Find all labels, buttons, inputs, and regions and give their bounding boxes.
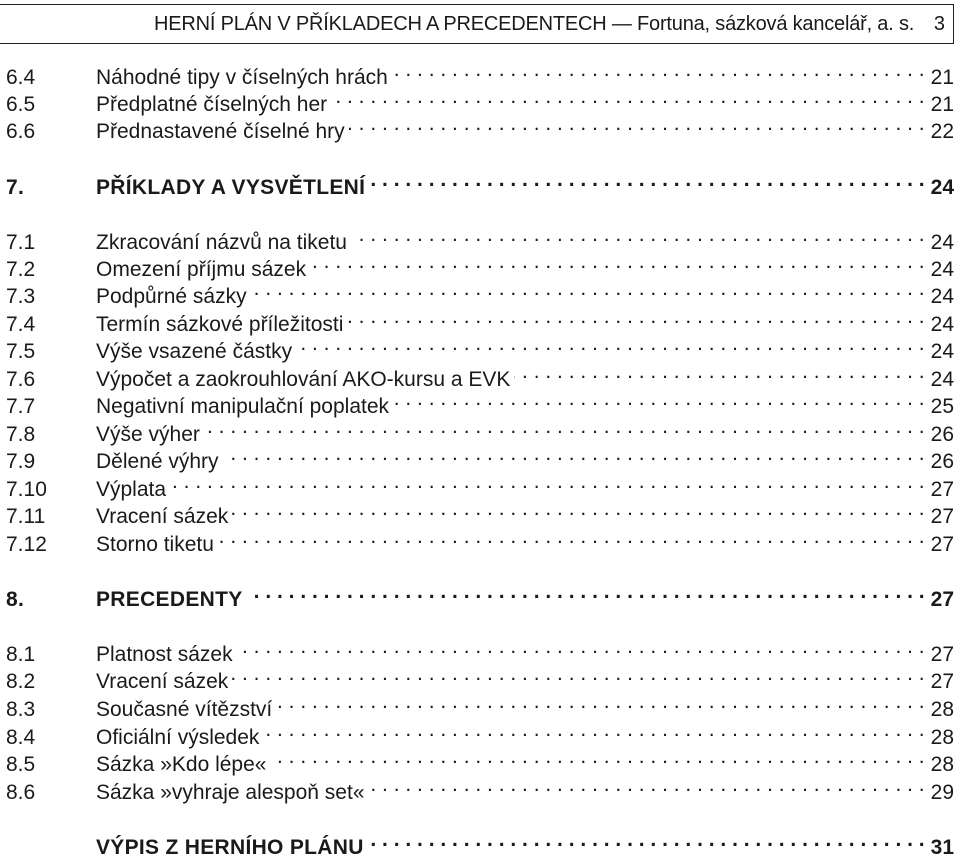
toc-title: Termín sázkové příležitosti (96, 313, 344, 336)
toc-leader-dots (223, 442, 925, 468)
toc-entry[interactable] (0, 415, 954, 446)
toc-leader-dots (349, 112, 925, 138)
toc-page-number: 27 (930, 588, 954, 611)
toc-number: 7.11 (6, 505, 46, 528)
toc-entry[interactable] (0, 690, 954, 721)
toc-title: Vracení sázek (96, 670, 229, 693)
toc-page-number: 21 (930, 93, 954, 116)
toc-number: 7.10 (6, 478, 47, 501)
toc-leader-dots (331, 85, 925, 111)
toc-page-number: 28 (930, 726, 954, 749)
toc-entry[interactable] (0, 277, 954, 308)
toc-leader-dots (351, 223, 925, 249)
toc-title: Přednastavené číselné hry (96, 120, 345, 143)
toc-entry[interactable] (0, 112, 954, 143)
toc-entry[interactable] (0, 745, 954, 776)
toc-title: Dělené výhry (96, 450, 219, 473)
toc-page-number: 27 (930, 505, 954, 528)
toc-leader-dots (251, 277, 925, 303)
toc-leader-dots (310, 250, 925, 276)
toc-page-number: 26 (930, 450, 954, 473)
toc-leader-dots (237, 635, 925, 661)
toc-number: 7.2 (6, 258, 36, 281)
toc-page-number: 24 (930, 368, 954, 391)
toc-page-number: 29 (930, 781, 954, 804)
toc-chapter-entry[interactable] (0, 580, 954, 611)
toc-page-number: 24 (930, 313, 954, 336)
toc-number: 7.3 (6, 285, 36, 308)
toc-number: 7.7 (6, 395, 36, 418)
toc-title: Současné vítězství (96, 698, 273, 721)
toc-number: 8.6 (6, 781, 36, 804)
toc-page-number: 24 (930, 340, 954, 363)
toc-page-number: 27 (930, 643, 954, 666)
toc-leader-dots (204, 415, 925, 441)
toc-page-number: 24 (930, 176, 954, 199)
toc-number: 7.4 (6, 313, 36, 336)
toc-title: VÝPIS Z HERNÍHO PLÁNU (96, 836, 364, 859)
toc-entry[interactable] (0, 332, 954, 363)
toc-title: Zkracování názvů na tiketu (96, 231, 347, 254)
toc-number: 7.9 (6, 450, 36, 473)
toc-number: 7.1 (6, 231, 36, 254)
toc-page-number: 24 (930, 258, 954, 281)
toc-entry[interactable] (0, 525, 954, 556)
toc-entry[interactable] (0, 360, 954, 391)
toc-page-number: 27 (930, 478, 954, 501)
toc-entry[interactable] (0, 387, 954, 418)
page-header (0, 4, 954, 44)
toc-entry[interactable] (0, 662, 954, 693)
toc-page-number: 31 (930, 836, 954, 859)
toc-title: PRECEDENTY (96, 588, 243, 611)
toc-title: Platnost sázek (96, 643, 233, 666)
toc-title: Omezení příjmu sázek (96, 258, 307, 281)
toc-leader-dots (296, 332, 925, 358)
toc-title: Storno tiketu (96, 533, 214, 556)
toc-page-number: 21 (930, 66, 954, 89)
toc-title: Vracení sázek (96, 505, 229, 528)
toc-number: 8.4 (6, 726, 36, 749)
toc-page-number: 27 (930, 670, 954, 693)
toc-title: Výše výher (96, 423, 200, 446)
toc-leader-dots (368, 828, 925, 854)
toc-chapter-entry[interactable] (0, 168, 954, 199)
toc-chapter-entry[interactable] (0, 828, 954, 859)
toc-entry[interactable] (0, 635, 954, 666)
toc-title: Výplata (96, 478, 167, 501)
toc-entry[interactable] (0, 305, 954, 336)
toc-leader-dots (218, 525, 925, 551)
toc-leader-dots (270, 745, 924, 771)
toc-number: 6.4 (6, 66, 36, 89)
toc-title: Výše vsazené částky (96, 340, 293, 363)
toc-entry[interactable] (0, 58, 954, 89)
toc-leader-dots (276, 690, 924, 716)
toc-number: 7.5 (6, 340, 36, 363)
toc-title: Předplatné číselných her (96, 93, 328, 116)
toc-leader-dots (170, 470, 925, 496)
toc-entry[interactable] (0, 223, 954, 254)
toc-leader-dots (263, 718, 924, 744)
toc-entry[interactable] (0, 85, 954, 116)
toc-title: Oficiální výsledek (96, 726, 260, 749)
toc-page-number: 24 (930, 231, 954, 254)
toc-page-number: 27 (930, 533, 954, 556)
toc-entry[interactable] (0, 497, 954, 528)
toc-leader-dots (393, 387, 925, 413)
toc-title: Výpočet a zaokrouhlování AKO-kursu a EVK (96, 368, 511, 391)
toc-number: 8.2 (6, 670, 36, 693)
toc-entry[interactable] (0, 470, 954, 501)
toc-number: 8. (6, 588, 25, 611)
toc-title: Náhodné tipy v číselných hrách (96, 66, 388, 89)
toc-leader-dots (369, 773, 925, 799)
header-page-number: 3 (933, 13, 945, 35)
toc-number: 8.3 (6, 698, 36, 721)
toc-number: 8.1 (6, 643, 36, 666)
toc-title: Podpůrné sázky (96, 285, 247, 308)
toc-title: Sázka »vyhraje alespoň set« (96, 781, 365, 804)
toc-leader-dots (369, 168, 924, 194)
toc-number: 6.6 (6, 120, 36, 143)
toc-page-number: 26 (930, 423, 954, 446)
toc-entry[interactable] (0, 718, 954, 749)
toc-leader-dots (232, 497, 924, 523)
toc-title: Sázka »Kdo lépe« (96, 753, 267, 776)
toc-leader-dots (247, 580, 925, 606)
toc-page-number: 28 (930, 698, 954, 721)
toc-entry[interactable] (0, 250, 954, 281)
header-title: HERNÍ PLÁN V PŘÍKLADECH A PRECEDENTECH — Fortuna, sázková kancelář, a. s. (154, 13, 915, 35)
toc-page-number: 28 (930, 753, 954, 776)
toc-number: 7.12 (6, 533, 47, 556)
toc-number: 7. (6, 176, 25, 199)
toc-number: 8.5 (6, 753, 36, 776)
toc-leader-dots (514, 360, 924, 386)
toc-title: PŘÍKLADY A VYSVĚTLENÍ (96, 176, 366, 199)
toc-number: 7.6 (6, 368, 36, 391)
toc-leader-dots (392, 58, 925, 84)
toc-entry[interactable] (0, 773, 954, 804)
toc-title: Negativní manipulační poplatek (96, 395, 390, 418)
toc-entry[interactable] (0, 442, 954, 473)
toc-page-number: 24 (930, 285, 954, 308)
toc-page-number: 25 (930, 395, 954, 418)
toc-number: 6.5 (6, 93, 36, 116)
toc-leader-dots (347, 305, 924, 331)
toc-leader-dots (232, 662, 924, 688)
toc-page-number: 22 (930, 120, 954, 143)
toc-number: 7.8 (6, 423, 36, 446)
